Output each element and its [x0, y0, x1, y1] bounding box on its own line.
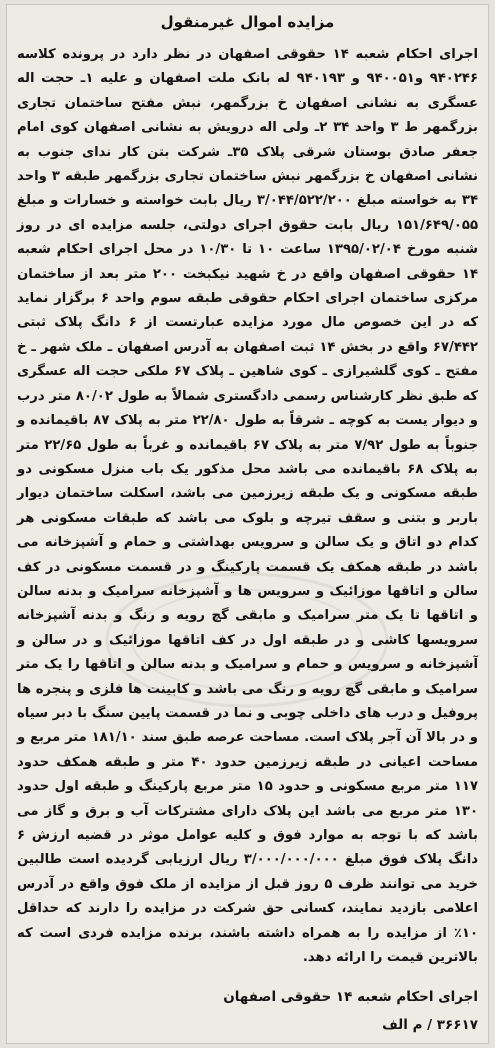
notice-signature: اجرای احکام شعبه ۱۴ حقوقی اصفهان	[223, 989, 478, 1005]
notice-title: مزایده اموال غیرمنقول	[160, 13, 335, 31]
notice-body: اجرای احکام شعبه ۱۴ حقوقی اصفهان در نظر دارد در پرونده کلاسه ۹۴۰۲۴۶ و۹۴۰۰۵۱ و ۹۴۰۱۹۳ له بانک ملت اصفهان و علیه ۱ـ حجت اله عسگری به نشانی اصفهان خ بزرگمهر، نبش مفتح ساختمان تجاری بزرگمهر ط ۳ واحد ۳۴ ۲ـ ولی اله درویش به نشانی اصفهان کوی امام جعفر صادق بوستان شرقی پلاک ۳۵ـ شرکت بتن کار ندای جنوب به نشانی اصفهان خ بزرگمهر نبش ساختمان تجاری بزرگمهر طبقه ۳ واحد ۳۴ به خواسته مبلغ ۳/۰۴۴/۵۲۲/۲۰۰ ریال بابت خواسته و خسارات و مبلغ ۱۵۱/۶۴۹/۰۵۵ ریال بابت حقوق اجرای دولتی، جلسه مزایده ای در روز شنبه مورخ ۱۳۹۵/۰۲/۰۴ ساعت ۱۰ تا ۱۰/۳۰ در محل اجرای احکام شعبه ۱۴ حقوقی اصفهان واقع در خ شهید نیکبخت ۲۰۰ متر بعد از ساختمان مرکزی ساختمان اجرای احکام حقوقی طبقه سوم واحد ۶ برگزار نماید که در این خصوص مال مورد مزایده عبارتست از ۶ دانگ پلاک ثبتی ۶۷/۴۴۲ واقع در بخش ۱۴ ثبت اصفهان به آدرس اصفهان ـ ملک شهر ـ خ مفتح ـ کوی گلشیرازی ـ کوی شاهین ـ پلاک ۶۷ ملکی حجت اله عسگری که طبق نظر کارشناس رسمی دادگستری شمالاً به طول ۸۰/۰۲ متر درب و دیوار یست به کوچه ـ شرقاً به طول ۲۲/۸۰ متر به پلاک ۸۷ باقیمانده و جنوباً به طول ۷/۹۲ متر به پلاک ۶۷ باقیمانده و غرباً به طول ۲۲/۶۵ متر به پلاک ۶۸ باقیمانده می باشد محل مذکور یک باب منزل مسکونی دو طبقه مسکونی و یک طبقه زیرزمین می باشد، اسکلت ساختمان دیوار باربر و بتنی و سقف تیرچه و بلوک می باشد که طبقات مسکونی هر کدام دو اتاق و یک سالن و سرویس بهداشتی و حمام و آشپزخانه می باشد در طبقه همکف یک قسمت پارکینگ و در قسمت مسکونی در کف سالن و اتاقها موزائیک و سرویس ها و آشپزخانه سرامیک و بدنه سالن و اتاقها تا یک متر سرامیک و مابقی گچ رویه و رنگ و بدنه آشپزخانه سرویسها کاشی و در طبقه اول در کف اتاقها موزائیک و در سالن و آشپزخانه و سرویس و حمام و سرامیک و بدنه سالن و اتاقها را یک متر سرامیک و مابقی گچ رویه و رنگ می باشد و کابینت ها فلزی و پنجره ها پروفیل و درب های داخلی چوبی و نما در قسمت پایین سنگ با دبر سیاه و در بالا آن آجر پلاک است. مساحت عرصه طبق سند ۱۸۱/۱۰ متر مربع و مساحت اعیانی در طبقه زیرزمین حدود ۴۰ متر و طبقه همکف حدود ۱۱۷ متر مربع مسکونی و حدود ۱۵ متر مربع پارکینگ و طبقه اول حدود ۱۳۰ متر مربع می باشد این پلاک دارای مشترکات آب و برق و گاز می باشد که با توجه به موارد فوق و کلیه عوامل موثر در قضیه ارزش ۶ دانگ پلاک فوق مبلغ ۳/۰۰۰/۰۰۰/۰۰۰ ریال ارزیابی گردیده است طالبین خرید می توانند ظرف ۵ روز قبل از مزایده از ملک فوق واقع در آدرس اعلامی بازدید نمایند، کسانی حق شرکت در مزایده را دارند که حداقل ۱۰٪ از مزایده را به همراه داشته باشند، برنده مزایده فردی است که بالاترین قیمت را ارائه دهد.	[17, 47, 479, 966]
notice-reference-number: ۳۶۶۱۷ / م الف	[382, 1017, 478, 1033]
newspaper-clipping	[6, 4, 489, 1044]
